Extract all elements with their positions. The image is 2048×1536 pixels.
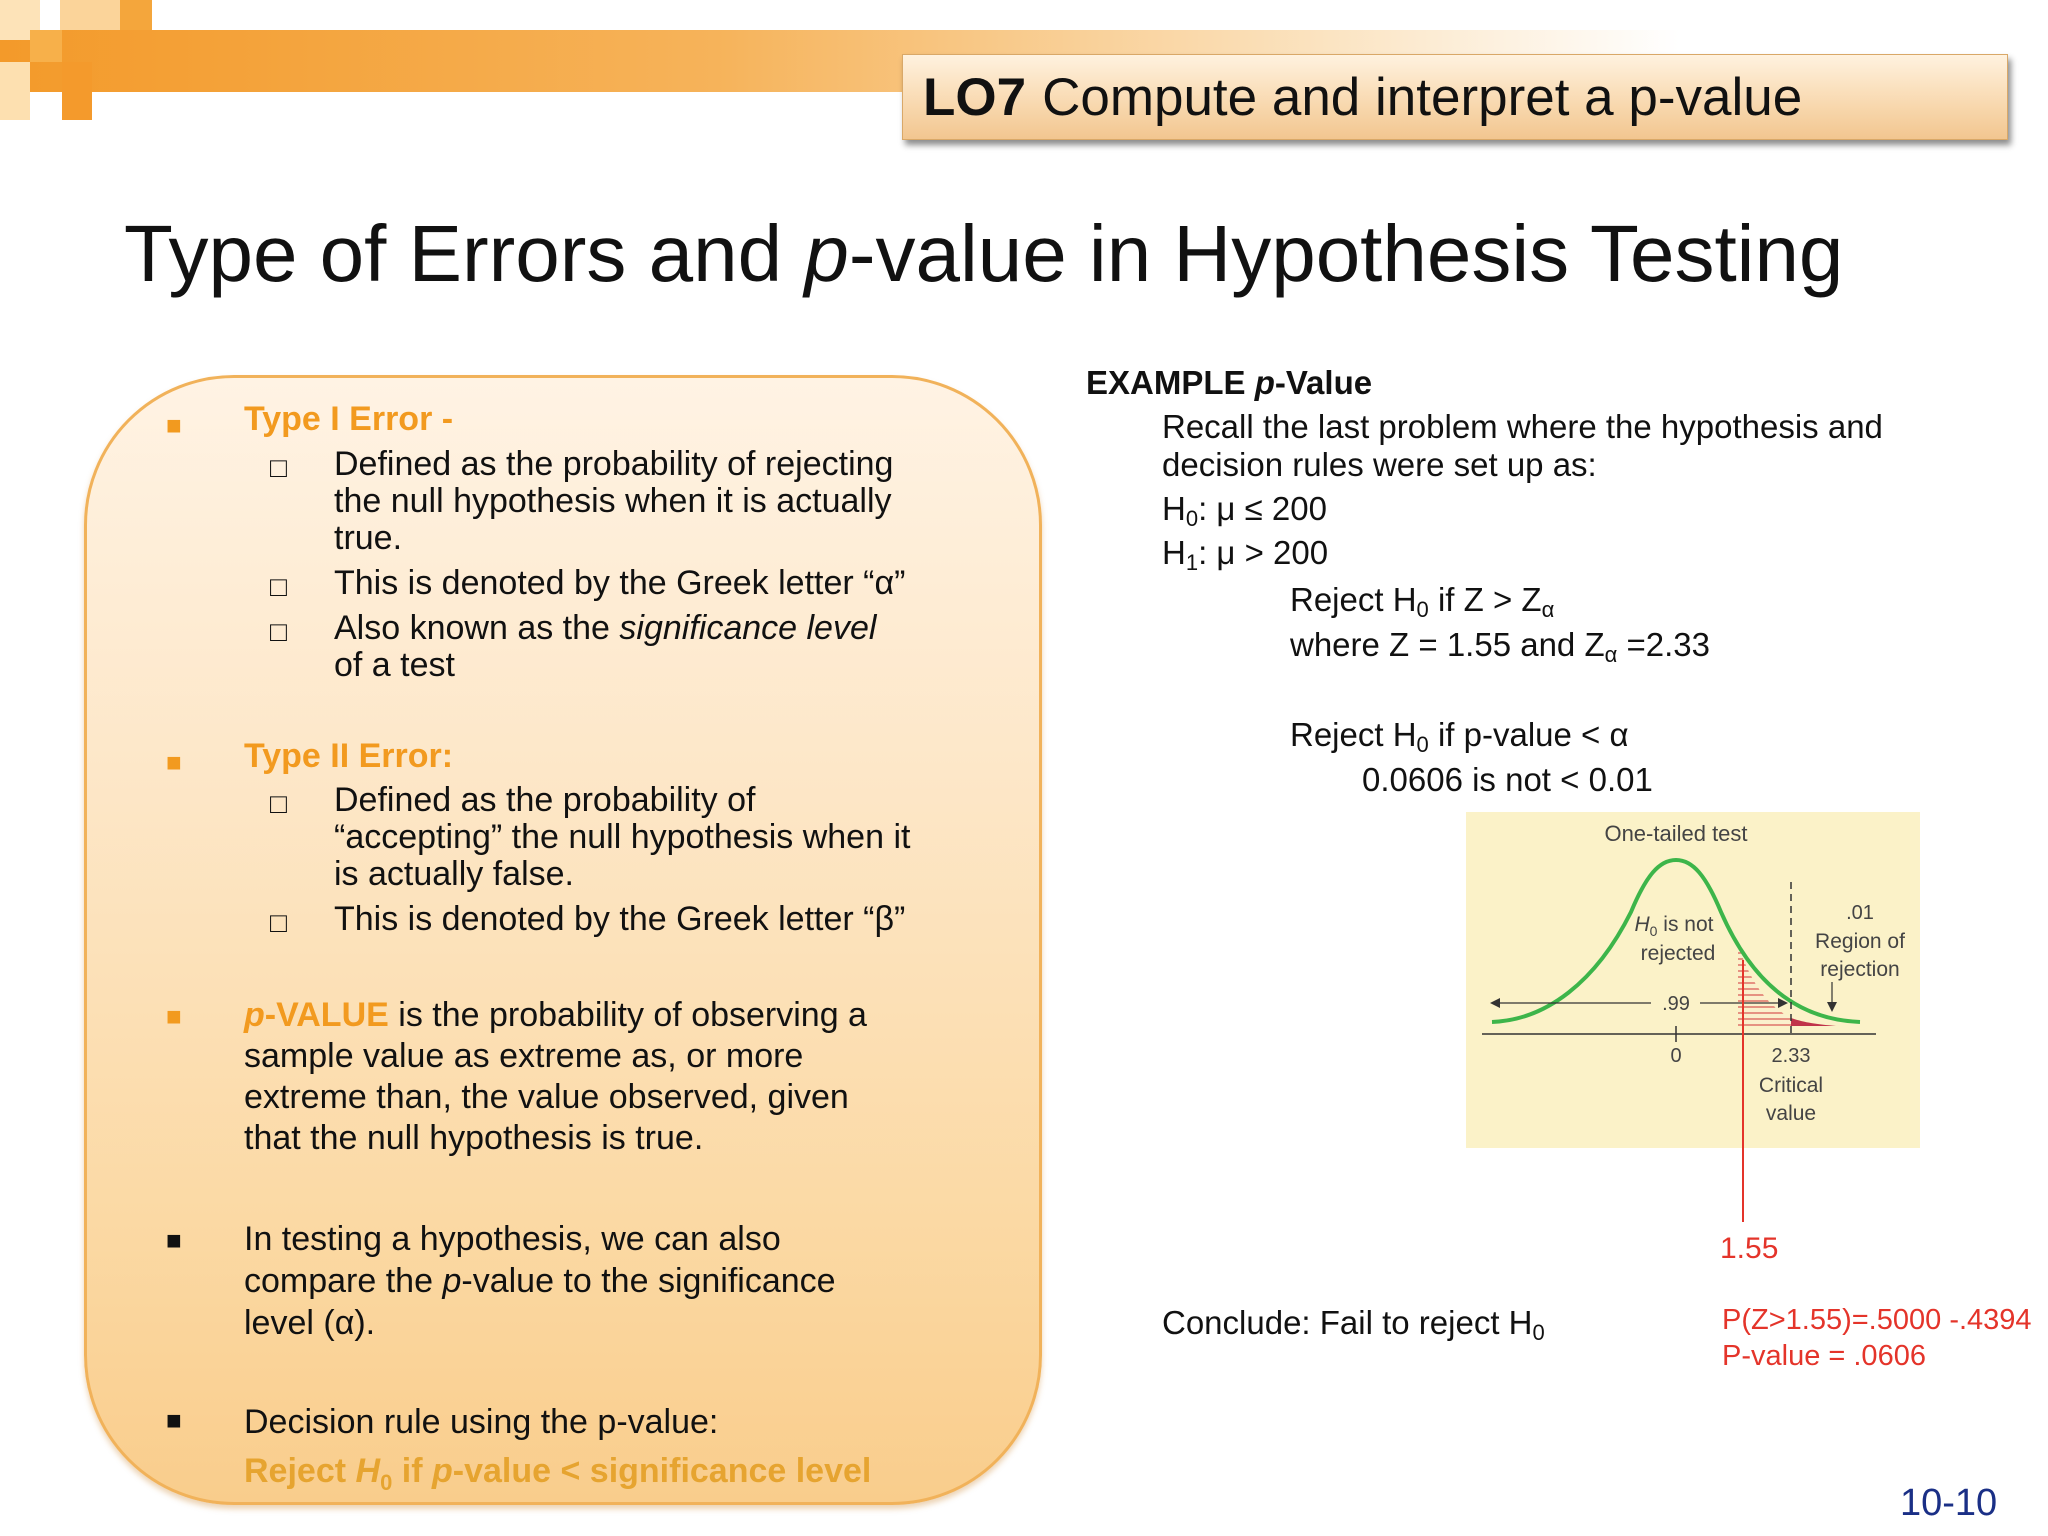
type2-item-1: Defined as the probability of “accepting” the null hypothesis when it is actually false.: [334, 781, 911, 893]
z-value-marker-line: [1742, 960, 1744, 1222]
type1-heading: Type I Error -: [244, 400, 454, 438]
z-values-line: where Z = 1.55 and $Z_\alpha =2.33$: [1290, 626, 1710, 667]
conclusion: Conclude: Fail to reject $H_0$: [1162, 1304, 1545, 1345]
bullet-type1: ■: [166, 410, 182, 440]
hypothesis-h0: $H_0$: μ ≤ 200: [1162, 490, 1327, 531]
decision-rule: Decision rule using the p-value: Reject $H_0$ if p-value < significance level: [244, 1398, 871, 1507]
type1-item-3: Also known as the significance level of a test: [334, 609, 877, 684]
reject-rule-z: Reject $H_0$ if $Z > Z_\alpha$: [1290, 581, 1555, 622]
hypothesis-h1: $H_1$: μ > 200: [1162, 534, 1329, 575]
pvalue-definition: p-VALUE is the probability of observing a sample value as extreme as, or more extreme than, the value observed, given that the null hypothesis is true.: [244, 996, 867, 1157]
one-tailed-test-figure: [1466, 812, 1920, 1148]
lo-text: Compute and interpret a p-value: [1042, 67, 1803, 127]
type2-item-2: This is denoted by the Greek letter “β”: [334, 900, 906, 938]
decorative-square: [30, 30, 62, 62]
sub-bullet-box: □: [270, 907, 287, 938]
sub-bullet-box: □: [270, 616, 287, 647]
decision-rule-highlight: Reject $H_0$ if p-value < significance level: [244, 1452, 872, 1495]
region-label-1: Region of: [1815, 930, 1905, 953]
page-number: 10-10: [1900, 1482, 1998, 1524]
figure-title: One-tailed test: [1604, 821, 1748, 846]
z-value-label: 1.55: [1720, 1232, 1779, 1265]
reject-rule-p: Reject $H_0$ if p-value < α: [1290, 716, 1629, 757]
bullet-type2: ■: [166, 747, 182, 777]
type1-item-1: Defined as the probability of rejecting the null hypothesis when it is actually true.: [334, 445, 894, 557]
probability-calculation: P(Z>1.55)=.5000 -.4394: [1722, 1304, 2032, 1336]
decorative-square: [120, 0, 152, 30]
type2-heading: Type II Error:: [244, 737, 454, 775]
slide-title: Type of Errors and p-value in Hypothesis Testing: [124, 209, 1844, 298]
learning-objective-header: [902, 54, 2008, 140]
h0-not-rejected-label: $H_0$ is not: [1634, 913, 1714, 939]
bullet-decision: ■: [166, 1405, 182, 1435]
example-recall-line2: decision rules were set up as:: [1162, 446, 1597, 483]
tick-label-233: 2.33: [1771, 1045, 1811, 1067]
tail-01-label: .01: [1846, 902, 1874, 924]
critical-label-2: value: [1765, 1102, 1817, 1125]
decorative-square: [62, 62, 92, 120]
bullet-compare: ■: [166, 1225, 182, 1255]
pvalue-comparison: 0.0606 is not < 0.01: [1362, 761, 1653, 798]
compare-text: In testing a hypothesis, we can also compare the p-value to the significance level (α).: [244, 1220, 836, 1342]
tick-label-0: 0: [1670, 1045, 1682, 1067]
not-rejected-label-2: rejected: [1640, 942, 1716, 965]
sub-bullet-box: □: [270, 452, 287, 483]
prob-99-label: .99: [1662, 993, 1690, 1015]
pvalue-result: P-value = .0606: [1722, 1340, 1926, 1372]
example-title: EXAMPLE p-Value: [1086, 364, 1373, 401]
decorative-square: [0, 62, 30, 120]
bullet-pvalue: ■: [166, 1001, 182, 1031]
type1-item-2: This is denoted by the Greek letter “α”: [334, 564, 906, 602]
example-recall-line1: Recall the last problem where the hypothesis and: [1162, 408, 1883, 445]
region-label-2: rejection: [1820, 958, 1900, 981]
sub-bullet-box: □: [270, 571, 287, 602]
sub-bullet-box: □: [270, 788, 287, 819]
lo-code: LO7: [923, 67, 1027, 127]
critical-label-1: Critical: [1758, 1074, 1824, 1097]
